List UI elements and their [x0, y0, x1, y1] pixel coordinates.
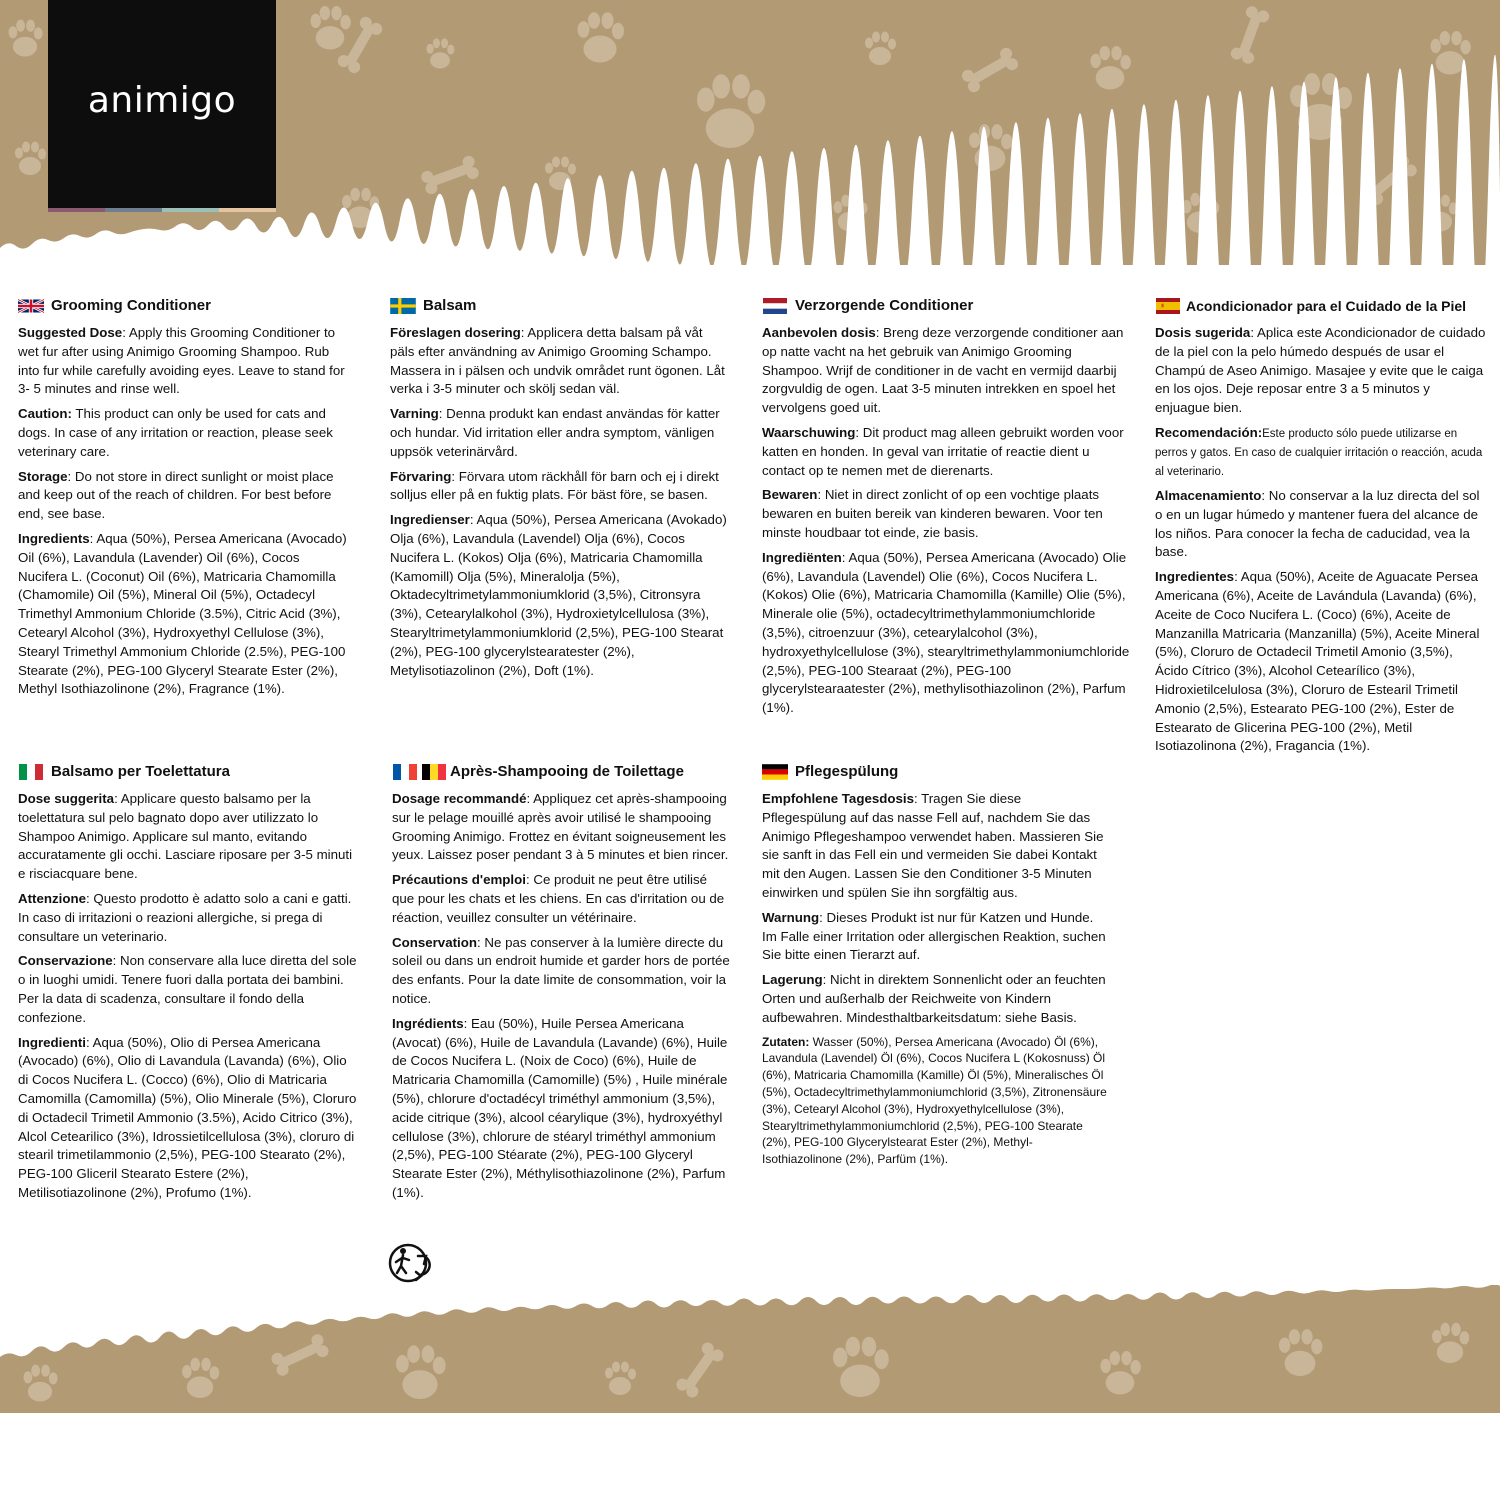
dose-paragraph — [762, 324, 1132, 418]
uk-flag-icon — [18, 298, 44, 314]
section-spanish — [1155, 296, 1487, 762]
label: Waarschuwing — [762, 424, 856, 440]
paw-print-icon — [833, 1337, 889, 1397]
label: Lagerung — [762, 972, 823, 988]
section-title — [762, 296, 1132, 316]
ingredients-paragraph — [762, 549, 1132, 718]
label: Conservazione — [18, 953, 113, 969]
logo-bar — [105, 208, 162, 212]
text: : Appliquez cet après-shampooing sur le pelage mouillé après avoir utilisé le shampooing Grooming Animigo. Frottez en évitant soigneusement les yeux. Laissez poser pendant 3 à 5 minutes et bien rincer. — [392, 791, 729, 863]
section-title — [390, 296, 730, 316]
section-title — [392, 762, 732, 782]
text: : Aqua (50%), Persea Americana (Avokado) Olja (6%), Lavandula (Lavendel) Olja (6%), Cocos Nucifera L. (Kokos) Olja (6%), Matricaria Chamomilla (Kamomill) Olja (5%), Mineralolja (5%), Oktadecyltrimetylammoniumklorid (3,5%), Citronsyra (3%), Cetearylalkohol (3%), Hydroxietylcellulosa (3%), Stearyltrimetylammoniumklorid (2,5%), PEG-100 Stearat (2%), PEG-100 glycerylstearatester (2%), Metylisotiazolinon (2%), Doft (1%). — [390, 512, 727, 678]
text: : Applicera detta balsam på våt päls efter användning av Animigo Grooming Schampo. Massera in i pälsen och undvik området runt ögonen. Låt verka i 3-5 minuter och skölj sedan väl. — [390, 325, 725, 397]
text: This product can only be used for cats and dogs. In case of any irritation or reaction, please seek veterinary care. — [18, 406, 333, 459]
logo-bar — [48, 208, 105, 212]
title-text: Verzorgende Conditioner — [795, 297, 974, 314]
title-text: Pflegespülung — [795, 763, 899, 780]
caution-paragraph — [390, 405, 730, 461]
triman-recycling-icon — [388, 1242, 432, 1284]
label: Recomendación: — [1155, 424, 1263, 440]
brand-logo-text: animigo — [87, 80, 237, 121]
caution-paragraph — [1155, 424, 1487, 481]
label: Ingredients — [18, 530, 90, 546]
germany-flag-icon — [762, 764, 788, 780]
storage-paragraph — [392, 934, 732, 1009]
section-title — [762, 762, 1107, 782]
paw-print-icon — [969, 124, 1012, 171]
section-swedish — [390, 296, 730, 686]
logo-bar — [162, 208, 219, 212]
paw-print-icon — [1101, 1351, 1141, 1395]
france-flag-icon — [392, 764, 418, 780]
caution-paragraph — [762, 424, 1132, 480]
text: : Niet in direct zonlicht of op een vochtige plaats bewaren en buiten bereik van kinderen bewaren. Voor ten minste houdbaar tot einde, zie basis. — [762, 487, 1103, 540]
label: Aanbevolen dosis — [762, 325, 876, 340]
bone-icon — [960, 46, 1020, 95]
label: Suggested Dose — [18, 325, 123, 340]
bone-icon — [674, 1340, 726, 1400]
paw-print-icon — [1091, 46, 1131, 90]
text: : Aqua (50%), Aceite de Aguacate Persea Americana (6%), Aceite de Lavándula (Lavanda) (6%), Aceite de Coco Nucifera L. (Coco) (6%), Aceite de Manzanilla Matricaria (Manzanilla) (5%), Aceite Mineral (5%), Cloruro de Octadecil Trimetil Amonio (3,5%), Ácido Cítrico (3%), Alcohol Cetearílico (3%), Hidroxietilcelulosa (3%), Cloruro de Estearil Trimetil Amonio (2,5%), Estearato PEG-100 (2%), Ester de Estearato de Glicerina PEG-100 (2%), Metil Isotiazolinona (2%), Fragancia (1%). — [1155, 569, 1480, 754]
title-text: Balsamo per Toelettatura — [51, 763, 230, 780]
dose-paragraph — [18, 790, 358, 884]
caution-paragraph — [18, 890, 358, 946]
text: : No conservar a la luz directa del sol o en un lugar húmedo y mantener fuera del alcance de los niños. Para conocer la fecha de caducidad, vea la base. — [1155, 487, 1480, 560]
ingredients-paragraph — [18, 1034, 358, 1203]
dose-paragraph — [18, 324, 348, 399]
section-title — [1155, 296, 1487, 316]
title-text: Balsam — [423, 297, 477, 314]
sweden-flag-icon — [390, 298, 416, 314]
paw-print-icon — [427, 38, 455, 68]
title-text: Grooming Conditioner — [51, 297, 211, 314]
paw-bone-pattern — [0, 1285, 1500, 1413]
label: Warnung — [762, 909, 820, 925]
paw-print-icon — [24, 1365, 58, 1402]
text: : Ce produit ne peut être utilisé que pour les chats et les chiens. En cas d'irritation ou de réaction, veuillez consulter un vétérinaire. — [392, 872, 725, 925]
paw-print-icon — [9, 20, 43, 57]
label: Varning — [390, 406, 439, 422]
dose-paragraph — [762, 790, 1107, 903]
text: : Aqua (50%), Olio di Persea Americana (Avocado) (6%), Olio di Lavandula (Lavanda) (6%), Olio di Cocos Nucifera L. (Cocco) (6%), Olio di Matricaria Camomilla (Camomilla) (5%), Olio Minerale (5%), Cloruro di Octadecil Trimetil Ammonio (3.5%), Acido Citrico (3%), Alcol Cetearilico (3%), Idrossietilcellulosa (3%), cloruro di stearil trimetilammonio (2,5%), PEG-100 Stearato (2%), PEG-100 Gliceril Stearato Estere (2%), Metilisotiazolinone (2%), Profumo (1%). — [18, 1034, 357, 1200]
caution-paragraph — [392, 871, 732, 927]
bone-icon — [1229, 5, 1271, 66]
text: : Aqua (50%), Persea Americana (Avocado) Oil (6%), Lavandula (Lavender) Oil (6%), Cocos Nucifera L. (Coconut) Oil (6%), Matricaria Chamomilla (Chamomile) Oil (5%), Mineral Oil (5%), Octadecyl Trimethyl Ammonium Chloride (3.5%), Citric Acid (3%), Cetearyl Alcohol (3%), Hydroxyethyl Cellulose (3%), Stearyl Trimethyl Ammonium Chloride (2.5%), PEG-100 Stearate (2%), PEG-100 Glyceryl Stearate Ester (2%), Methyl Isothiazolinone (2%), Fragrance (1%). — [18, 530, 347, 697]
label: Ingredienser — [390, 512, 470, 528]
text: : Apply this Grooming Conditioner to wet fur after using Animigo Grooming Shampoo. Rub into fur while carefully avoiding eyes. Leave to stand for 3- 5 minutes and rinse well. — [18, 325, 345, 397]
label: Förvaring — [390, 468, 452, 484]
ingredients-paragraph — [18, 530, 348, 699]
text: : Ne pas conserver à la lumière directe du soleil ou dans un endroit humide et garder hors de portée des enfants. Pour la date limite de consommation, voir la notice. — [392, 934, 730, 1006]
caution-paragraph — [762, 909, 1107, 965]
label: Précautions d'emploi — [392, 872, 526, 888]
label: Bewaren — [762, 487, 818, 503]
text: : Dieses Produkt ist nur für Katzen und Hunde. Im Falle einer Irritation oder allergischen Reaktion, suchen Sie bitte einen Tierarzt auf. — [762, 909, 1106, 963]
text: Este producto sólo puede utilizarse en perros y gatos. En caso de cualquier irritación o reacción, acuda al veterinario. — [1155, 427, 1483, 478]
paw-print-icon — [396, 1345, 446, 1399]
text: : Denna produkt kan endast användas för katter och hundar. Vid irritation eller andra symptom, vänligen uppsök veterinärvård. — [390, 406, 720, 459]
section-french — [392, 762, 732, 1209]
caution-paragraph — [18, 405, 348, 461]
brand-logo — [48, 0, 276, 212]
section-title — [18, 296, 348, 316]
label: Ingredienti — [18, 1034, 86, 1050]
section-dutch — [762, 296, 1132, 724]
paw-print-icon — [311, 6, 351, 50]
label: Storage — [18, 468, 68, 484]
label: Caution: — [18, 406, 72, 422]
section-italian — [18, 762, 358, 1209]
text: Wasser (50%), Persea Americana (Avocado) Öl (6%), Lavandula (Lavendel) Öl (6%), Cocos Nucifera L (Kokosnuss) Öl (6%), Matricaria Chamomilla (Kamille) Öl (5%), Mineralisches Öl (5%), Octadecyltrimethylammoniumchlorid (3,5%), Zitronensäure (3%), Cetearyl Alcohol (3%), Hydroxyethylcellulose (3%), Stearyltrimethylammoniumchlorid (2,5%), PEG-100 Stearate (2%), PEG-100 Glycerylstearat Ester (2%), Methyl-Isothiazolinone (2%), Parfüm (1%). — [762, 1034, 1107, 1167]
label: Attenzione — [18, 890, 86, 906]
paw-print-icon — [545, 157, 576, 191]
logo-color-bars — [48, 208, 276, 212]
ingredients-paragraph — [390, 511, 730, 680]
label: Dosage recommandé — [392, 791, 527, 806]
storage-paragraph — [762, 486, 1132, 542]
text: : Eau (50%), Huile Persea Americana (Avocat) (6%), Huile de Lavandula (Lavande) (6%), Huile de Cocos Nucifera L. (Noix de Coco) (6%), Huile de Matricaria Chamomilla (Camomille) (5%) , Huile minérale (5%), chlorure d'octadécyl triméthyl ammonium (3,5%), acide citrique (3%), alcool céarylique (3%), hydroxyéthyl cellulose (3%), chlorure de stéaryl triméthyl ammonium (2,5%), PEG-100 Stéarate (2%), PEG-100 Glyceryl Stearate Ester (2%), Méthylisothiazolinone (2%), Parfum (1%). — [392, 1015, 728, 1200]
label: Ingredientes — [1155, 569, 1235, 585]
text: : Aqua (50%), Persea Americana (Avocado) Olie (6%), Lavandula (Lavendel) Olie (6%), Cocos Nucifera L. (Kokos) Olie (6%), Matricaria Chamomilla (Kamille) Olie (5%), Minerale olie (5%), octadecyltrimethylammoniumchloride (3,5%), citroenzuur (3%), cetearylalcohol (3%), hydroxyethylcellulose (3%), stearyltrimethylammoniumchloride (2,5%), PEG-100 Stearaat (2%), PEG-100 glycerylstearaatester (2%), methylisothiazolinon (2%), Parfum (1%). — [762, 549, 1130, 716]
storage-paragraph — [390, 468, 730, 506]
paw-print-icon — [865, 32, 896, 66]
ingredients-paragraph — [762, 1034, 1107, 1168]
text: : Tragen Sie diese Pflegespülung auf das nasse Fell auf, nachdem Sie das Animigo Pflegeshampoo verwendet haben. Massieren Sie sie sanft in das Fell ein und vermeiden Sie dabei Kontakt mit den Augen. Lassen Sie den Conditioner 3-5 Minuten einwirken und spülen Sie ihn sorgfältig aus. — [762, 791, 1104, 900]
title-text: Après-Shampooing de Toilettage — [450, 763, 684, 780]
label: Dosis sugerida — [1155, 325, 1251, 340]
text: : Förvara utom räckhåll för barn och ej i direkt solljus eller på en fuktig plats. För bäst före, se basen. — [390, 468, 719, 503]
text: : Breng deze verzorgende conditioner aan op natte vacht na het gebruik van Animigo Grooming Shampoo. Wrijf de conditioner in de vacht en vermijd daarbij zorgvuldig de ogen. Laat 3-5 minuten intrekken en spoel het vervolgens goed uit. — [762, 325, 1124, 416]
ingredients-paragraph — [392, 1015, 732, 1203]
storage-paragraph — [18, 952, 358, 1027]
section-english — [18, 296, 348, 705]
label: Empfohlene Tagesdosis — [762, 791, 914, 806]
ingredients-paragraph — [1155, 568, 1487, 756]
storage-paragraph — [18, 468, 348, 524]
italy-flag-icon — [18, 764, 44, 780]
storage-paragraph — [762, 971, 1107, 1027]
belgium-flag-icon — [421, 764, 447, 780]
paw-print-icon — [578, 12, 625, 62]
storage-paragraph — [1155, 487, 1487, 562]
dose-paragraph — [390, 324, 730, 399]
paw-print-icon — [605, 1362, 636, 1396]
paw-print-icon — [1432, 1323, 1469, 1363]
logo-bar — [219, 208, 276, 212]
text: : Aplica este Acondicionador de cuidado de la piel con la pelo húmedo después de usar el Champú de Aseo Animigo. Masajee y evite que le caiga en los ojos. Deje reposar entre 3 a 5 minutos y enjuague bien. — [1155, 325, 1486, 416]
paw-print-icon — [15, 142, 46, 176]
paw-print-icon — [1279, 1329, 1322, 1376]
text: : Dit product mag alleen gebruikt worden voor katten en honden. In geval van irritatie of reactie dient u contact op te nemen met de dierenarts. — [762, 424, 1124, 478]
section-german — [762, 762, 1107, 1174]
paw-print-icon — [697, 74, 765, 148]
netherlands-flag-icon — [762, 298, 788, 314]
dose-paragraph — [392, 790, 732, 865]
label: Conservation — [392, 934, 477, 950]
label: Almacenamiento — [1155, 487, 1262, 503]
title-text: Acondicionador para el Cuidado de la Piel — [1186, 298, 1467, 314]
label: Ingrediënten — [762, 549, 842, 565]
label: Zutaten: — [762, 1034, 810, 1049]
text: : Questo prodotto è adatto solo a cani e gatti. In caso di irritazioni o reazioni allergiche, si prega di consultare un veterinario. — [18, 890, 352, 944]
text: : Applicare questo balsamo per la toelettatura sul pelo bagnato dopo aver utilizzato lo Shampoo Animigo. Applicare sul manto, evitando accuratamente gli occhi. Lasciare riposare per 3-5 minuti e risciacquare bene. — [18, 791, 353, 882]
label: Föreslagen dosering — [390, 325, 521, 340]
footer-band — [0, 1285, 1500, 1413]
text: : Do not store in direct sunlight or moist place and keep out of the reach of children. For best before end, see base. — [18, 468, 334, 522]
spain-flag-icon — [1155, 298, 1181, 314]
label: Dose suggerita — [18, 791, 115, 806]
text: : Nicht in direktem Sonnenlicht oder an feuchten Orten und außerhalb der Reichweite von Kindern aufbewahren. Mindesthaltbarkeitsdatum: siehe Basis. — [762, 972, 1106, 1025]
text: : Non conservare alla luce diretta del sole o in luoghi umidi. Tenere fuori dalla portata dei bambini. Per la data di scadenza, consultare il fondo della confezione. — [18, 953, 357, 1025]
section-title — [18, 762, 358, 782]
label: Ingrédients — [392, 1015, 464, 1031]
dose-paragraph — [1155, 324, 1487, 418]
paw-print-icon — [182, 1358, 219, 1398]
bone-icon — [270, 1332, 331, 1377]
